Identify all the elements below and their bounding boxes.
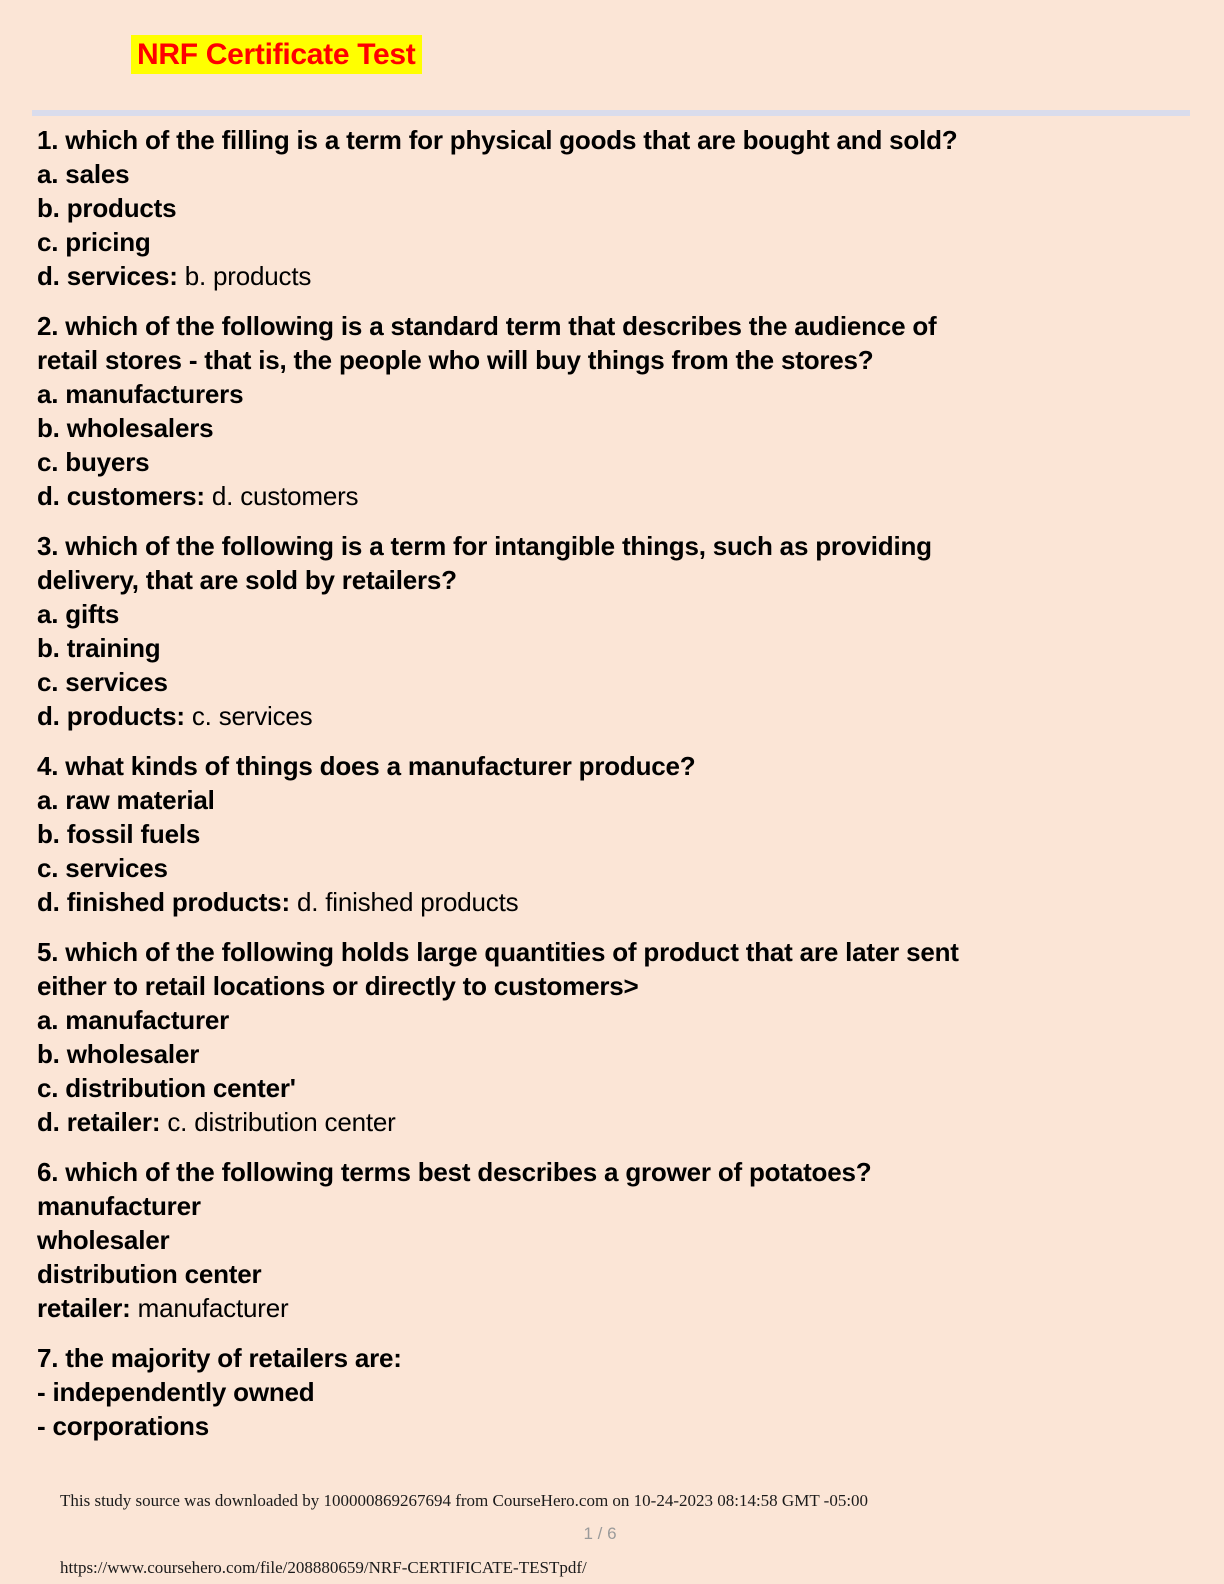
question-prompt-line: 2. which of the following is a standard term that describes the audience of <box>37 311 937 341</box>
question-option: b. wholesalers <box>37 413 214 443</box>
page-title: NRF Certificate Test <box>131 35 422 74</box>
answer-label: d. finished products: <box>37 887 290 917</box>
question-7 <box>37 1341 1192 1443</box>
divider-rule <box>32 110 1190 116</box>
question-6 <box>37 1155 1192 1325</box>
answer-label: d. retailer: <box>37 1107 161 1137</box>
question-answer-line <box>37 885 1192 919</box>
question-answer-line <box>37 479 1192 513</box>
questions-section <box>37 123 1192 1459</box>
source-url-link[interactable]: https://www.coursehero.com/file/208880659/NRF-CERTIFICATE-TESTpdf/ <box>60 1558 587 1577</box>
question-option: distribution center <box>37 1259 262 1289</box>
question-option: a. sales <box>37 159 130 189</box>
question-option: b. training <box>37 633 161 663</box>
page-indicator: 1 / 6 <box>583 1524 617 1543</box>
download-note: This study source was downloaded by 100000869267694 from CourseHero.com on 10-24-2023 08:14:58 GMT -05:00 <box>60 1491 869 1510</box>
title-block <box>131 35 422 74</box>
question-option: c. services <box>37 667 168 697</box>
question-prompt-line: 1. which of the filling is a term for physical goods that are bought and sold? <box>37 125 958 155</box>
question-prompt-line: 4. what kinds of things does a manufacturer produce? <box>37 751 696 781</box>
question-option: b. products <box>37 193 177 223</box>
answer-value: c. services <box>191 701 313 731</box>
question-option: wholesaler <box>37 1225 170 1255</box>
question-option: c. buyers <box>37 447 150 477</box>
question-option: - corporations <box>37 1411 209 1441</box>
answer-label: retailer: <box>37 1293 131 1323</box>
question-option: c. pricing <box>37 227 151 257</box>
question-5 <box>37 935 1192 1139</box>
question-answer-line <box>37 699 1192 733</box>
question-2 <box>37 309 1192 513</box>
question-prompt-line: 6. which of the following terms best describes a grower of potatoes? <box>37 1157 872 1187</box>
answer-value: d. customers <box>211 481 359 511</box>
answer-label: d. services: <box>37 261 178 291</box>
question-prompt-line: retail stores - that is, the people who will buy things from the stores? <box>37 345 874 375</box>
question-1 <box>37 123 1192 293</box>
question-option: a. raw material <box>37 785 215 815</box>
question-prompt-line: delivery, that are sold by retailers? <box>37 565 457 595</box>
question-option: manufacturer <box>37 1191 201 1221</box>
question-option: c. distribution center' <box>37 1073 296 1103</box>
question-4 <box>37 749 1192 919</box>
question-prompt-line: either to retail locations or directly to customers> <box>37 971 639 1001</box>
answer-value: b. products <box>184 261 312 291</box>
question-prompt-line: 3. which of the following is a term for intangible things, such as providing <box>37 531 932 561</box>
question-option: a. manufacturer <box>37 1005 230 1035</box>
answer-value: manufacturer <box>137 1293 289 1323</box>
question-prompt-line: 7. the majority of retailers are: <box>37 1343 402 1373</box>
question-option: - independently owned <box>37 1377 315 1407</box>
question-prompt-line: 5. which of the following holds large quantities of product that are later sent <box>37 937 959 967</box>
answer-value: c. distribution center <box>167 1107 396 1137</box>
question-answer-line <box>37 1105 1192 1139</box>
question-option: b. wholesaler <box>37 1039 200 1069</box>
answer-label: d. products: <box>37 701 185 731</box>
question-option: b. fossil fuels <box>37 819 201 849</box>
question-option: c. services <box>37 853 168 883</box>
question-3 <box>37 529 1192 733</box>
question-option: a. gifts <box>37 599 120 629</box>
question-answer-line <box>37 259 1192 293</box>
question-option: a. manufacturers <box>37 379 244 409</box>
answer-value: d. finished products <box>296 887 519 917</box>
question-answer-line <box>37 1291 1192 1325</box>
answer-label: d. customers: <box>37 481 205 511</box>
